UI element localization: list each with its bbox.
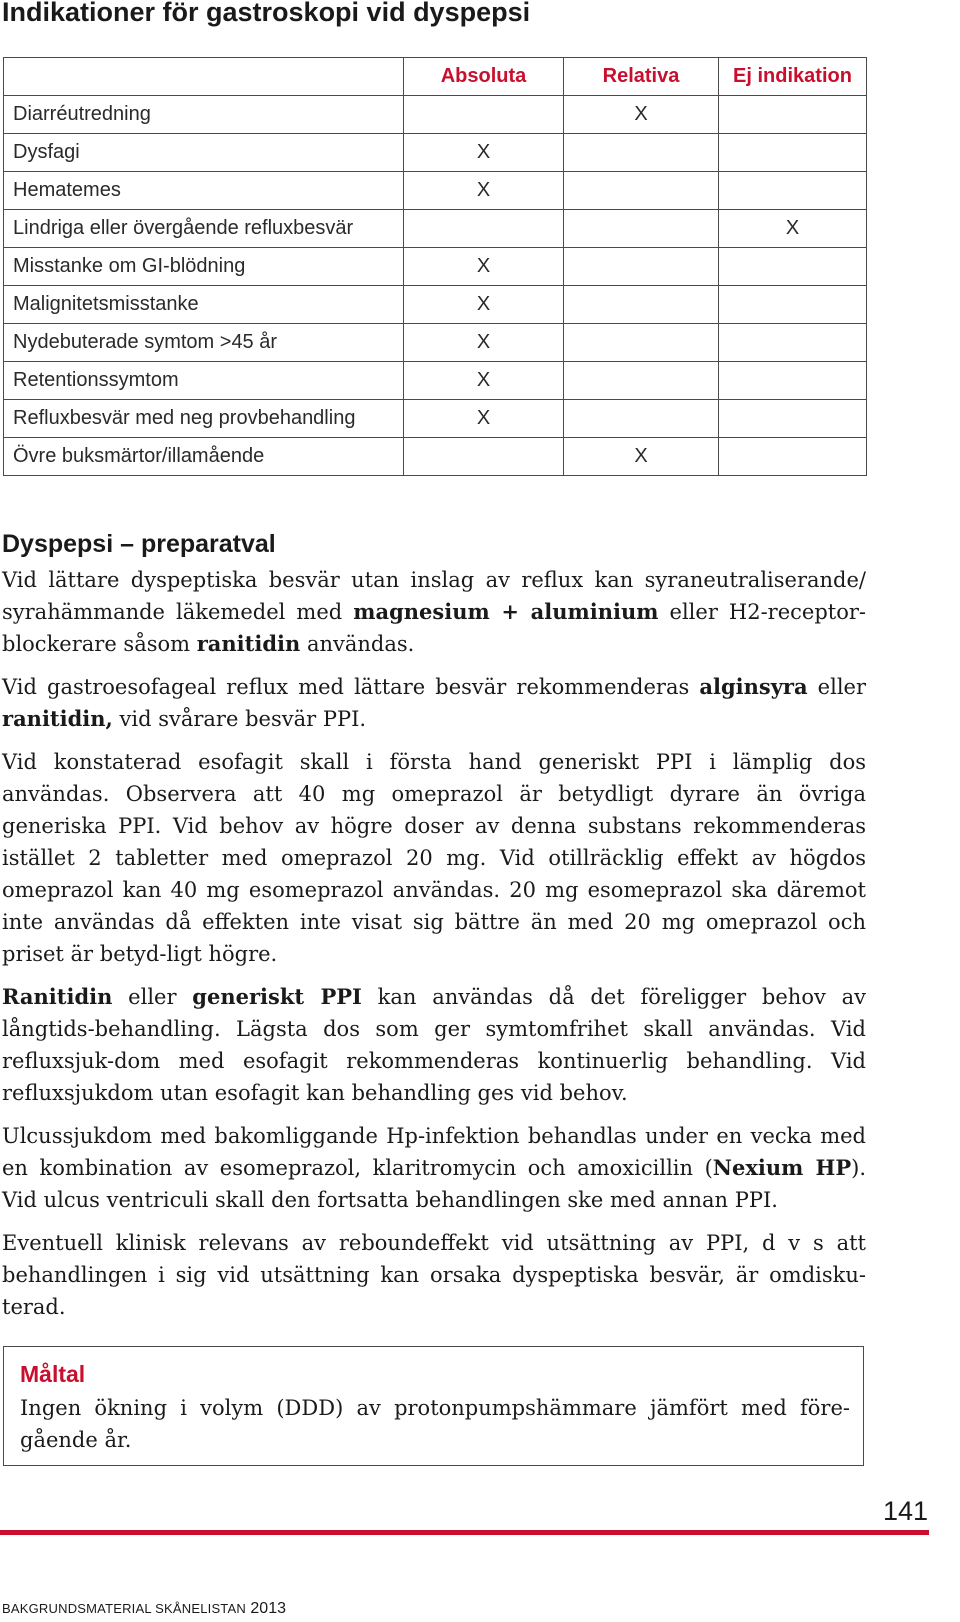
mark-relativa: X (564, 438, 719, 476)
table-body (4, 96, 867, 476)
mark-ej-indikation (719, 248, 867, 286)
bold-term: generiskt PPI (192, 984, 362, 1009)
mark-relativa (564, 324, 719, 362)
text-run: Eventuell klinisk relevans av reboundeffekt vid utsättning av PPI, d v s att behandlingen i sig vid utsättning kan orsaka dyspeptiska besvär, är omdisku-terad. (2, 1231, 866, 1319)
row-label: Övre buksmärtor/illamående (4, 438, 404, 476)
text-run: Vid gastroesofageal reflux med lättare besvär rekommenderas (2, 675, 700, 699)
text-run: ). Vid ulcus ventriculi skall den fortsatta behandlingen ske med annan PPI. (2, 1156, 866, 1212)
row-label: Dysfagi (4, 134, 404, 172)
goal-text: Ingen ökning i volym (DDD) av protonpumpshämmare jämfört med före-gående år. (20, 1396, 850, 1452)
mark-absoluta (404, 96, 564, 134)
header-relativa: Relativa (564, 58, 719, 96)
mark-relativa (564, 172, 719, 210)
mark-ej-indikation (719, 324, 867, 362)
bold-term: Nexium HP (712, 1155, 852, 1180)
paragraph (2, 1120, 866, 1216)
table-row (4, 362, 867, 400)
page-heading: Indikationer för gastroskopi vid dyspepsi (2, 0, 531, 27)
row-label: Malignitetsmisstanke (4, 286, 404, 324)
row-label: Misstanke om GI-blödning (4, 248, 404, 286)
mark-absoluta: X (404, 324, 564, 362)
mark-ej-indikation (719, 438, 867, 476)
row-label: Hematemes (4, 172, 404, 210)
table-row (4, 286, 867, 324)
page-number: 141 (882, 1496, 928, 1526)
table-header-row (4, 58, 867, 96)
mark-ej-indikation (719, 134, 867, 172)
mark-ej-indikation (719, 400, 867, 438)
paragraph (2, 981, 866, 1109)
mark-absoluta: X (404, 286, 564, 324)
indication-table (3, 57, 867, 476)
text-run: eller H2-receptor-blockerare såsom (2, 600, 866, 656)
header-ej-indikation: Ej indikation (719, 58, 867, 96)
mark-absoluta (404, 210, 564, 248)
paragraph (2, 671, 866, 735)
table-row (4, 172, 867, 210)
text-run: användas. (300, 632, 415, 656)
mark-ej-indikation: X (719, 210, 867, 248)
table-row (4, 134, 867, 172)
bold-term: ranitidin, (2, 706, 113, 731)
mark-relativa: X (564, 96, 719, 134)
mark-ej-indikation (719, 172, 867, 210)
text-run: Vid konstaterad esofagit skall i första hand generiskt PPI i lämplig dos användas. Observera att 40 mg omeprazol är betydligt dyrare än övriga generiska PPI. Vid behov av högre doser av denna substans rekommenderas istället 2 tabletter med omeprazol 20 mg. Vid otillräcklig effekt av högdos omeprazol kan 40 mg esomeprazol användas. 20 mg esomeprazol ska däremot inte användas då effekten inte visat sig bättre än med 20 mg omeprazol och priset är betyd-ligt högre. (2, 750, 866, 966)
mark-absoluta: X (404, 400, 564, 438)
mark-ej-indikation (719, 96, 867, 134)
text-run: vid svårare besvär PPI. (112, 707, 367, 731)
mark-absoluta: X (404, 172, 564, 210)
mark-relativa (564, 210, 719, 248)
row-label: Diarréutredning (4, 96, 404, 134)
table-row (4, 96, 867, 134)
bold-term: alginsyra (699, 674, 808, 699)
text-run: Vid lättare dyspeptiska besvär utan inslag av reflux kan syraneutraliserande/ syrahämmande läkemedel med (2, 568, 866, 624)
text-run: eller (807, 675, 866, 699)
row-label: Refluxbesvär med neg provbehandling (4, 400, 404, 438)
row-label: Nydebuterade symtom >45 år (4, 324, 404, 362)
table-row (4, 438, 867, 476)
row-label: Retentionssymtom (4, 362, 404, 400)
section-title: Dyspepsi – preparatval (2, 530, 276, 558)
table-row (4, 324, 867, 362)
row-label: Lindriga eller övergående refluxbesvär (4, 210, 404, 248)
mark-ej-indikation (719, 286, 867, 324)
mark-absoluta: X (404, 362, 564, 400)
footer-publication: BAKGRUNDSMATERIAL SKÅNELISTAN (2, 1601, 246, 1616)
mark-relativa (564, 400, 719, 438)
table-row (4, 248, 867, 286)
mark-absoluta: X (404, 248, 564, 286)
paragraph (2, 564, 866, 660)
footer-year: 2013 (250, 1600, 286, 1617)
text-run: kan användas då det föreligger behov av långtids-behandling. Lägsta dos som ger symtomfrihet skall användas. Vid refluxsjuk-dom med esofagit rekommenderas kontinuerlig behandling. Vid refluxsjukdom utan esofagit kan behandling ges vid behov. (2, 985, 866, 1105)
bold-term: ranitidin (196, 631, 301, 656)
mark-ej-indikation (719, 362, 867, 400)
mark-relativa (564, 248, 719, 286)
body-text (2, 564, 866, 1334)
footer (2, 1600, 286, 1618)
table-row (4, 210, 867, 248)
text-run: Ulcussjukdom med bakomliggande Hp-infektion behandlas under en vecka med en kombination av esomeprazol, klaritromycin och amoxicillin ( (2, 1124, 866, 1180)
mark-absoluta (404, 438, 564, 476)
mark-relativa (564, 134, 719, 172)
bold-term: Ranitidin (2, 984, 113, 1009)
table-row (4, 400, 867, 438)
goal-box (3, 1346, 864, 1466)
header-empty-cell (4, 58, 404, 96)
mark-relativa (564, 362, 719, 400)
mark-absoluta: X (404, 134, 564, 172)
footer-divider (0, 1530, 929, 1535)
header-absoluta: Absoluta (404, 58, 564, 96)
text-run: eller (112, 985, 193, 1009)
mark-relativa (564, 286, 719, 324)
bold-term: magnesium + aluminium (353, 599, 659, 624)
paragraph (2, 1227, 866, 1323)
goal-title: Måltal (20, 1361, 86, 1387)
paragraph (2, 746, 866, 970)
